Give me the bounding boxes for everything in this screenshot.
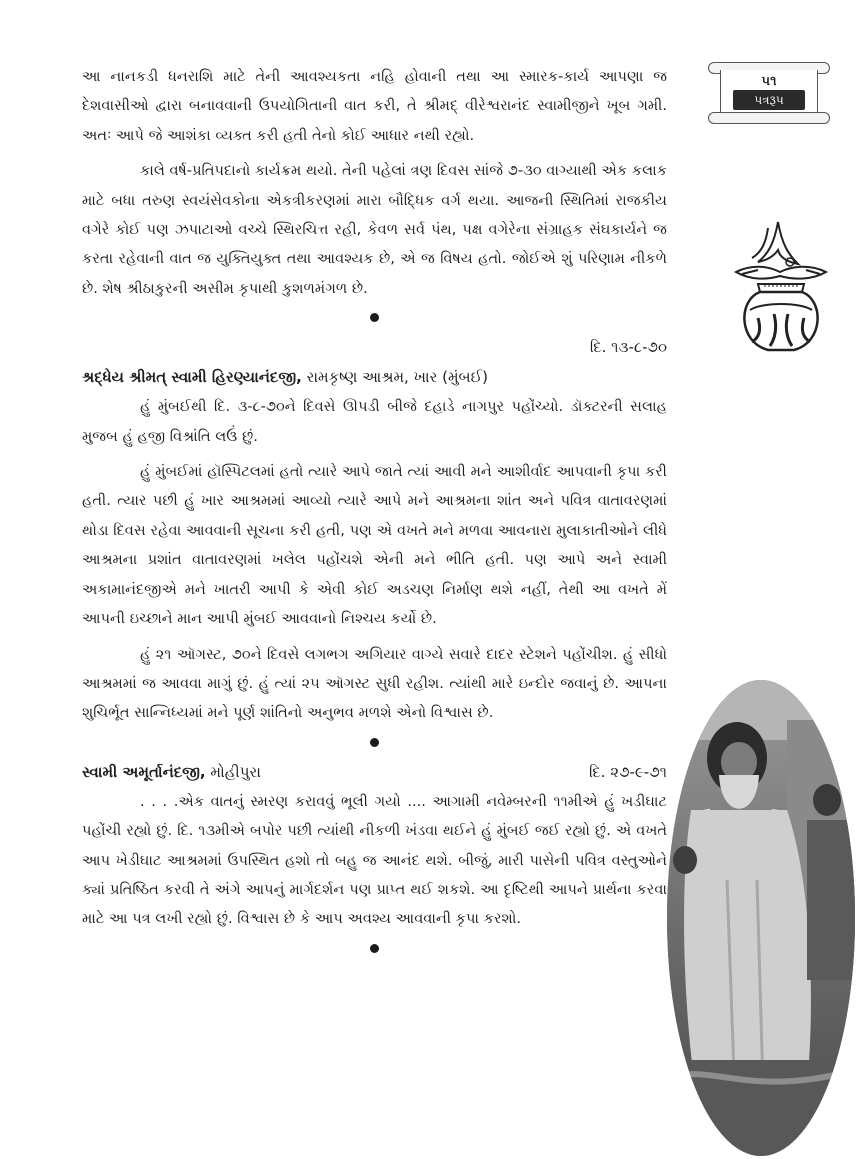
letter1-address: [82, 362, 667, 392]
portrait-photo: [667, 680, 855, 1156]
letter1-paragraph-2: હું મુંબઈમાં હૉસ્પિટલમાં હતો ત્યારે આપે જાતે ત્યાં આવી મને આશીર્વાદ આપવાની કૃપા કરી હતી. ત્યાર પછી હું ખાર આશ્રમમાં આવ્યો ત્યારે આપે મને આશ્રમના શાંત અને પવિત્ર વાતાવરણમાં થોડા દિવસ રહેવા આવવાની સૂચના કરી હતી, પણ એ વખતે મને મળવા આવનારા મુલાકાતીઓને લીધે આશ્રમના પ્રશાંત વાતાવરણમાં ખલેલ પહોંચશે એની મને ભીતિ હતી. પણ આપે અને સ્વામી અકામાનંદજીએ મને ખાતરી આપી કે એવી કોઈ અડચણ નિર્માણ થશે નહીં, તેથી આ વખતે મેં આપની ઇચ્છાને માન આપી મુંબઈ આવવાનો નિશ્ચય કર્યો છે.: [82, 463, 667, 628]
letter1-paragraph-1: હું મુંબઈથી દિ. ૩-૮-૭૦ને દિવસે ઊપડી બીજે દહાડે નાગપુર પહોંચ્યો. ડૉક્ટરની સલાહ મુજબ હું હજી વિશ્રાંતિ લઉં છું.: [82, 398, 667, 445]
letter2-paragraph-1: . . . .એક વાતનું સ્મરણ કરાવવું ભૂલી ગયો .... આગામી નવેમ્બરની ૧૧મીએ હું ખડીઘાટ પહોંચી રહ્યો છું. દિ. ૧૩મીએ બપોર પછી ત્યાંથી નીકળી ખંડવા થઈને હું મુંબઈ જઈ રહ્યો છું. એ વખતે આપ ખેડીઘાટ આશ્રમમાં ઉપસ્થિત હશો તો બહુ જ આનંદ થશે. બીજું, મારી પાસેની પવિત્ર વસ્તુઓને ક્યાં પ્રતિષ્ઠિત કરવી તે અંગે આપનું માર્ગદર્શન પણ પ્રાપ્ત થઈ શકશે. આ દૃષ્ટિથી આપને પ્રાર્થના કરવા માટે આ પત્ર લખી રહ્યો છું. વિશ્વાસ છે કે આપ અવશ્ય આવવાની કૃપા કરશો.: [82, 792, 667, 928]
letter1-paragraph-3: હું ૨૧ ઑગસ્ટ, ૭૦ને દિવસે લગભગ અગિયાર વાગ્યે સવારે દાદર સ્ટેશને પહોંચીશ. હું સીધો આશ્રમમાં જ આવવા માગું છું. હું ત્યાં ૨૫ ઑગસ્ટ સુધી રહીશ. ત્યાંથી મારે ઇન્દોર જવાનું છે. આપના શુચિર્ભૂત સાન્નિધ્યમાં મને પૂર્ણ શાંતિનો અનુભવ મળશે એનો વિશ્વાસ છે.: [82, 645, 667, 722]
intro-paragraph-2: કાલે વર્ષ-પ્રતિપદાનો કાર્યક્રમ થયો. તેની પહેલાં ત્રણ દિવસ સાંજે ૭-૩૦ વાગ્યાથી એક કલાક માટે બધા તરુણ સ્વયંસેવકોના એકત્રીકરણમાં મારા બૌદ્ધિક વર્ગ થયા. આજની સ્થિતિમાં રાજકીય વગેરે કોઈ પણ ઝપાટાઓ વચ્ચે સ્થિરચિત્ત રહી, કેવળ સર્વ પંથ, પક્ષ વગેરેના સંગ્રાહક સંઘકાર્યને જ કરતા રહેવાની વાત જ યુક્તિયુક્ત તથા આવશ્યક છે, એ જ વિષય હતો. જોઈએ શું પરિણામ નીકળે છે. શેષ શ્રીઠાકુરની અસીમ કૃપાથી કુશળમંગળ છે.: [82, 162, 667, 297]
page-header-scroll: [704, 62, 832, 124]
letter2-recipient: સ્વામી અમૂર્તાનંદજી,: [82, 762, 206, 781]
text-column: [82, 62, 667, 963]
page-number: ૫૧: [761, 74, 777, 89]
letter1-recipient: શ્રદ્ધેય શ્રીમત્ સ્વામી હિરણ્યાનંદજી,: [82, 368, 302, 387]
section-divider-dot: [370, 313, 379, 322]
letter1-place: રામકૃષ્ણ આશ્રમ, ખાર (મુંબઈ): [301, 368, 489, 387]
section-divider-dot: [370, 738, 379, 747]
letter2-address: [82, 757, 667, 787]
letter1-date: દિ. ૧૩-૮-૭૦: [589, 338, 667, 357]
scroll-roll-bottom: [708, 112, 830, 124]
kalash-icon: [728, 214, 834, 354]
intro-paragraph-1: આ નાનકડી ધનરાશિ માટે તેની આવશ્યકતા નહિ હોવાની તથા આ સ્મારક-કાર્ય આપણા જ દેશવાસીઓ દ્વારા બનાવવાની ઉપયોગિતાની વાત કરી, તે શ્રીમદ્ વીરેશ્વરાનંદ સ્વામીજીને ખૂબ ગમી. અતઃ આપે જે આશંકા વ્યક્ત કરી હતી તેનો કોઈ આધાર નથી રહ્યો.: [82, 68, 667, 144]
section-divider-dot: [370, 944, 379, 953]
letter2-date: દિ. ૨૭-૯-૭૧: [588, 762, 667, 781]
scroll-sheet: [720, 70, 818, 116]
book-title: પત્રરૂપ: [733, 90, 805, 110]
letter2-place: મોહીપુરા: [205, 762, 261, 781]
